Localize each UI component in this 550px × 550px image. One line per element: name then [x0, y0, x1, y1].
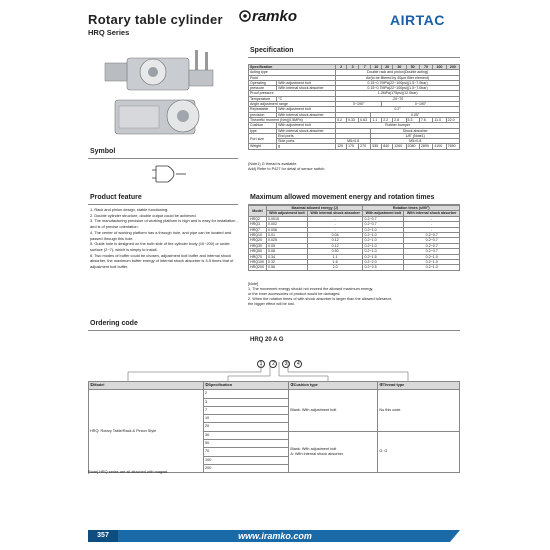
order-spec-cell: 70 [204, 448, 289, 456]
ramko-logo-text: ramko [252, 8, 298, 25]
order-spec-cell: 3 [204, 398, 289, 406]
energy-note: 1. The movement energy should not exceed the allowed maximum energy, [248, 287, 374, 291]
product-image [95, 48, 245, 148]
energy-cell: - [307, 216, 363, 221]
spec-header-cell: 20 [382, 65, 393, 70]
energy-cell: 0.05 [267, 243, 308, 248]
table-row [89, 390, 460, 398]
spec-value: -20~70 [336, 96, 460, 101]
energy-cell: 0.025 [267, 238, 308, 243]
ordering-code-heading: Ordering code [90, 320, 138, 327]
energy-header-cell: Rotation times (s/90°) [363, 206, 460, 211]
list-item: 4. The center of working platform has a through hole, and pipe can be located and passed through this hole. [90, 229, 232, 241]
energy-header-cell: With internal shock absorber [307, 211, 363, 216]
order-header-cell: ②Specification [204, 382, 289, 390]
order-spec-cell: 7 [204, 406, 289, 414]
spec-label: pressure [249, 86, 277, 91]
spec-header-cell: Specification [249, 65, 336, 70]
pneumatic-symbol-icon [150, 162, 190, 186]
spec-value: 1.2MPa(175psi)(12.0bar) [336, 91, 460, 96]
order-code-connectors [88, 362, 460, 382]
order-spec-cell: 100 [204, 456, 289, 464]
spec-label: Acting type [249, 70, 336, 75]
energy-note: or the inner accessories of product would be damaged. [248, 292, 341, 296]
energy-cell: HRQ2 [249, 216, 267, 221]
energy-cell: 0.2~0.7 [404, 238, 460, 243]
order-header-cell: ④Thread type [378, 382, 460, 390]
footer-url[interactable]: www.iramko.com [238, 531, 312, 541]
spec-label: Theoretic moment (Nm)(0.5MPa) [249, 117, 336, 122]
energy-cell: - [307, 227, 363, 232]
spec-cell: 0.2 [336, 117, 347, 122]
spec-label: Operating [249, 80, 277, 85]
symbol-heading: Symbol [90, 148, 116, 155]
page-title: Rotary table cylinder [88, 12, 223, 27]
energy-cell: - [404, 227, 460, 232]
spec-label: Weight [249, 144, 277, 149]
order-cushion-line: Blank: With adjustment bolt [290, 447, 337, 452]
spec-sublabel: With adjustment bolt [277, 107, 336, 112]
energy-header-cell: With adjustment bolt [267, 211, 308, 216]
energy-header-cell: With internal shock absorber [404, 211, 460, 216]
spec-cell: 120 [336, 144, 347, 149]
order-spec-cell: 2 [204, 390, 289, 398]
order-model-cell: HRQ: Rotary Table/Rack & Pinion Style [89, 390, 204, 473]
spec-sublabel: With adjustment bolt [277, 123, 336, 128]
energy-cell: HRQ10 [249, 233, 267, 238]
energy-header-cell: Model [249, 206, 267, 217]
energy-cell: 0.2~1.0 [363, 243, 404, 248]
spec-cell: 840 [382, 144, 393, 149]
spec-label: Fluid [249, 75, 336, 80]
spec-header-cell: 10 [371, 65, 382, 70]
energy-cell: HRQ20 [249, 238, 267, 243]
product-feature-heading: Product feature [90, 194, 142, 201]
energy-header-row [249, 211, 460, 216]
cylinder-image-top [105, 50, 213, 90]
spec-cell: 7650 [446, 144, 459, 149]
key-circle: 1 [257, 360, 265, 368]
order-thread-cell: No this code [378, 390, 460, 431]
energy-cell: 0.2~0.7 [363, 222, 404, 227]
spec-value: M5×0.8 [371, 139, 460, 144]
key-circle: 2 [269, 360, 277, 368]
order-thread-cell: G: G [378, 431, 460, 472]
spec-sublabel: °C [277, 96, 336, 101]
ordering-code-table [88, 381, 460, 473]
energy-cell: 0.2~1.0 [404, 265, 460, 270]
spec-cell: 1.1 [371, 117, 382, 122]
list-item: 2. Double cylinder structure, double output could be achieved. [90, 212, 197, 218]
spec-cell: 5.3 [406, 117, 419, 122]
energy-cell: - [307, 222, 363, 227]
spec-cell: 270 [359, 144, 371, 149]
spec-header-cell: 200 [446, 65, 459, 70]
spec-notes [248, 162, 460, 172]
order-cushion-cell: Blank: With adjustment bolt [289, 390, 378, 431]
cylinder-image-bottom [115, 100, 199, 134]
ramko-mark-icon [238, 10, 252, 22]
divider [248, 57, 460, 58]
energy-cell: 0.2~0.7 [404, 243, 460, 248]
energy-cell: 0.08 [267, 249, 308, 254]
energy-cell: HRQ7 [249, 227, 267, 232]
order-spec-cell: 200 [204, 464, 289, 472]
energy-cell: 0.50 [307, 249, 363, 254]
spec-header-cell: 70 [419, 65, 432, 70]
spec-header-cell: 100 [433, 65, 446, 70]
corner-triangle-icon [450, 530, 460, 542]
order-spec-cell: 30 [204, 431, 289, 439]
spec-note: Add) Refer to P427 for detail of sensor switch. [248, 167, 326, 171]
spec-sublabel: With internal shock absorber [277, 112, 336, 117]
energy-cell: 2.0 [307, 265, 363, 270]
energy-cell: 0.002 [267, 222, 308, 227]
spec-cell: 2.8 [393, 117, 406, 122]
spec-cell: 175 [347, 144, 359, 149]
spec-label: type [249, 128, 277, 133]
spec-header-cell: 2 [336, 65, 347, 70]
order-spec-cell: 20 [204, 423, 289, 431]
energy-cell: 0.2~1.0 [404, 260, 460, 265]
spec-sublabel: g [277, 144, 336, 149]
page-number: 357 [88, 530, 118, 542]
energy-cell: 1.1 [307, 254, 363, 259]
list-item: 3. The manufacturing precision of working platform is high and is easy for installation , and is of precise orientation. [90, 218, 238, 230]
spec-label: Cushion [249, 123, 277, 128]
energy-cell: 0.56 [267, 265, 308, 270]
spec-value: Rubber bumper [336, 123, 460, 128]
spec-sublabel: With internal shock absorber [277, 86, 336, 91]
energy-cell: 0.2~1.0 [404, 254, 460, 259]
spec-value: Double rack and pinion(Double acting) [336, 70, 460, 75]
spec-sublabel: With adjustment bolt [277, 80, 336, 85]
energy-cell: 0.2~1.0 [363, 249, 404, 254]
energy-notes [248, 282, 460, 307]
order-spec-cell: 10 [204, 415, 289, 423]
order-note: [Note] HRQ series are all attached with magnet. [88, 470, 169, 474]
energy-cell: HRQ3 [249, 222, 267, 227]
energy-cell: 0.2~0.7 [363, 216, 404, 221]
order-cushion-line: A: With internal shock absorber [290, 452, 344, 457]
divider [88, 204, 238, 205]
key-circle: 4 [294, 360, 302, 368]
spec-cell: 4100 [433, 144, 446, 149]
series-name: HRQ Series [88, 28, 130, 37]
key-circle: 3 [282, 360, 290, 368]
spec-value: Air(to be filtered by 40μm filter element) [336, 75, 460, 80]
spec-cell: 2890 [419, 144, 432, 149]
spec-value: 0.2° [336, 107, 460, 112]
spec-header-cell: 50 [406, 65, 419, 70]
spec-cell: 11.0 [433, 117, 446, 122]
order-header-cell: ①Model [89, 382, 204, 390]
spec-note: (Note1) G thread is available. [248, 162, 298, 166]
spec-cell: 7.6 [419, 117, 432, 122]
list-item: 1. Rack and pinion design, stable functioning. [90, 207, 169, 212]
energy-cell: 0.2~0.7 [404, 233, 460, 238]
spec-sublabel: End ports [277, 133, 336, 138]
list-item: 5. Guide hole is designed on the both side of the cylinder body (10~200) or under surface (2~7), which is simply to install. [90, 241, 230, 252]
spec-header-cell: 7 [359, 65, 371, 70]
spec-value: Shock absorber [371, 128, 460, 133]
energy-cell: 0.2~0.7 [404, 249, 460, 254]
ramko-logo [238, 8, 297, 25]
spec-header-cell: 3 [347, 65, 359, 70]
spec-cell: 1260 [393, 144, 406, 149]
order-header-cell: ③Cushion type [289, 382, 378, 390]
airtac-logo: AIRTAC [390, 12, 445, 28]
specification-table [248, 64, 460, 150]
energy-cell: 1.6 [307, 260, 363, 265]
spec-label: Angle adjustment range [249, 102, 336, 107]
max-energy-heading: Maximum allowed movement energy and rotation times [250, 194, 435, 201]
order-spec-cell: 50 [204, 440, 289, 448]
energy-cell: 0.006 [267, 227, 308, 232]
energy-cell: 0.34 [267, 254, 308, 259]
energy-cell: HRQ30 [249, 243, 267, 248]
energy-note: 2. When the rotation times of with shock absorber is larger than the allowed tolerance, [248, 297, 393, 301]
spec-cell: 22.0 [446, 117, 459, 122]
energy-cell: 0.2~2.0 [363, 260, 404, 265]
order-code-example: HRQ 20 A G [250, 337, 284, 343]
energy-cell: 0.2~1.0 [363, 233, 404, 238]
energy-cell: 0.2~2.5 [363, 265, 404, 270]
table-row [249, 265, 460, 270]
energy-cell: 0.04 [307, 233, 363, 238]
spec-header-cell: 30 [393, 65, 406, 70]
energy-note: the bigger effect will be lost. [248, 302, 295, 306]
divider [88, 158, 238, 159]
spec-cell: 2.2 [382, 117, 393, 122]
energy-cell: HRQ100 [249, 260, 267, 265]
spec-value: 0.05° [371, 112, 460, 117]
spec-cell: 0.33 [347, 117, 359, 122]
specification-heading: Specification [250, 47, 294, 54]
energy-cell: HRQ70 [249, 254, 267, 259]
energy-cell: 0.01 [267, 233, 308, 238]
energy-cell: HRQ200 [249, 265, 267, 270]
energy-cell: 0.2~1.0 [363, 227, 404, 232]
spec-value: 0~190° [336, 102, 382, 107]
energy-note: [Note] [248, 282, 259, 286]
energy-table [248, 205, 460, 271]
order-cushion-cell [289, 431, 378, 472]
energy-cell: HRQ50 [249, 249, 267, 254]
energy-header-cell: With adjustment bolt [363, 211, 404, 216]
spec-label: Repeatable [249, 107, 277, 112]
spec-cell: 0.63 [359, 117, 371, 122]
energy-cell: - [404, 222, 460, 227]
spec-sublabel: With internal shock absorber [277, 128, 336, 133]
spec-sublabel: Side ports [277, 139, 336, 144]
order-header-row [89, 382, 460, 390]
spec-label: Proof pressure [249, 91, 336, 96]
energy-cell: 0.12 [307, 243, 363, 248]
product-feature-list [90, 207, 238, 270]
list-item: 6. Two modes of buffer could be chosen, adjustment bolt buffer and internal shock absorber, the maximum buffer energy of internal shock absorber is 3-5 times that of adjustment bolt buffer. [90, 252, 234, 270]
spec-cell: 2080 [406, 144, 419, 149]
spec-label: Temperature [249, 96, 277, 101]
spec-value: 0.15~0.7MPa(22~100psi)(1.5~7.0bar) [336, 86, 460, 91]
energy-header-cell: Maximal allowed energy (J) [267, 206, 363, 211]
spec-value: M5×0.8 [336, 139, 371, 144]
energy-cell: 0.12 [307, 238, 363, 243]
spec-value: 0.15~0.7MPa(22~100psi)(1.5~7.0bar) [336, 80, 460, 85]
spec-label: precision [249, 112, 277, 117]
spec-value: 0~190° [382, 102, 460, 107]
spec-value: 1/8" (Note1) [371, 133, 460, 138]
table-row [249, 144, 460, 149]
energy-cell: 0.2~1.5 [363, 254, 404, 259]
energy-cell: 0.0015 [267, 216, 308, 221]
energy-cell: - [404, 216, 460, 221]
spec-cell: 535 [371, 144, 382, 149]
divider [88, 330, 460, 331]
table-row: Port size End ports 1/8" (Note1) [249, 133, 460, 138]
energy-cell: 0.2~1.0 [363, 238, 404, 243]
energy-cell: 0.32 [267, 260, 308, 265]
